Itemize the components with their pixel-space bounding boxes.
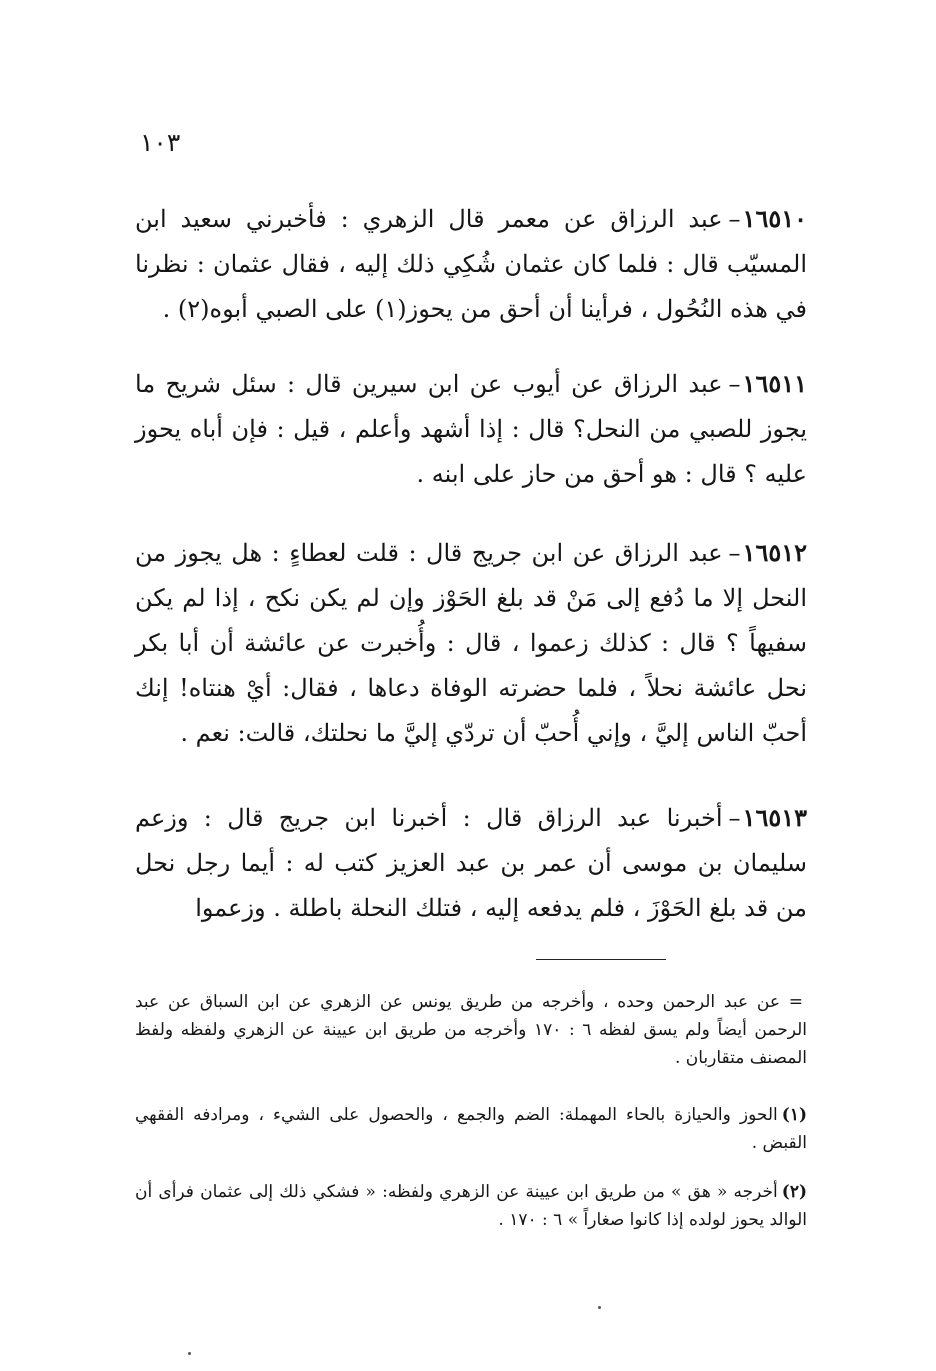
- footnote: [135, 1101, 807, 1157]
- dash: –: [728, 205, 741, 233]
- dash: –: [728, 539, 741, 567]
- dash: –: [728, 370, 741, 398]
- hadith-number: ١٦٥١١: [742, 369, 807, 398]
- hadith-number: ١٦٥١٣: [742, 803, 807, 832]
- page-speck: [598, 1306, 601, 1309]
- hadith-paragraph: [135, 196, 807, 332]
- dash: –: [728, 804, 741, 832]
- footnote-separator: [536, 959, 666, 960]
- hadith-number: ١٦٥١٠: [742, 204, 807, 233]
- hadith-paragraph: [135, 530, 807, 756]
- footnote-text: = عن عبد الرحمن وحده ، وأخرجه من طريق يونس عن الزهري عن ابن السباق عن عبد الرحمن أيضاً ولم يسق لفظه ٦ : ١٧٠ وأخرجه من طريق ابن عيينة عن الزهري ولفظه ولفظ المصنف متقاربان .: [135, 992, 807, 1068]
- footnote-text: الحوز والحيازة بالحاء المهملة: الضم والجمع ، والحصول على الشيء ، ومرادفه الفقهي القبض .: [135, 1105, 807, 1153]
- footnote-label: (٢): [781, 1182, 807, 1202]
- footnote-label: (١): [781, 1105, 807, 1125]
- hadith-paragraph: [135, 361, 807, 497]
- footnote-text: أخرجه « هق » من طريق ابن عيينة عن الزهري ولفظه: « فشكي ذلك إلى عثمان فرأى أن الوالد يحوز لولده إذا كانوا صغاراً » ٦ : ١٧٠ .: [135, 1182, 807, 1230]
- footnote: [135, 1178, 807, 1234]
- page-number: ١٠٣: [140, 128, 181, 157]
- hadith-text: عبد الرزاق عن معمر قال الزهري : فأخبرني سعيد ابن المسيّب قال : فلما كان عثمان شُكِي ذلك إليه ، فقال عثمان : نظرنا في هذه النُحُول ، فرأينا أن أحق من يحوز(١) على الصبي أبوه(٢) .: [135, 205, 807, 323]
- hadith-text: أخبرنا عبد الرزاق قال : أخبرنا ابن جريج قال : وزعم سليمان بن موسى أن عمر بن عبد العزيز كتب له : أيما رجل نحل من قد بلغ الحَوْزَ ، فلم يدفعه إليه ، فتلك النحلة باطلة . وزعموا: [135, 804, 807, 922]
- page-speck: [188, 1352, 191, 1355]
- hadith-text: عبد الرزاق عن أيوب عن ابن سيرين قال : سئل شريح ما يجوز للصبي من النحل؟ قال : إذا أشهد وأعلم ، قيل : فإن أباه يحوز عليه ؟ قال : هو أحق من حاز على ابنه .: [135, 370, 807, 488]
- footnote: [135, 988, 807, 1072]
- hadith-paragraph: [135, 795, 807, 931]
- hadith-number: ١٦٥١٢: [742, 538, 807, 567]
- hadith-text: عبد الرزاق عن ابن جريج قال : قلت لعطاءٍ : هل يجوز من النحل إلا ما دُفع إلى مَنْ قد بلغ الحَوْز وإن لم يكن نكح ، إذا لم يكن سفيهاً ؟ قال : كذلك زعموا ، قال : وأُخبرت عن عائشة أن أبا بكر نحل عائشة نحلاً ، فلما حضرته الوفاة دعاها ، فقال: أيْ هنتاه! إنك أحبّ الناس إليَّ ، وإني أُحبّ أن تردّي إليَّ ما نحلتك، قالت: نعم .: [135, 539, 807, 747]
